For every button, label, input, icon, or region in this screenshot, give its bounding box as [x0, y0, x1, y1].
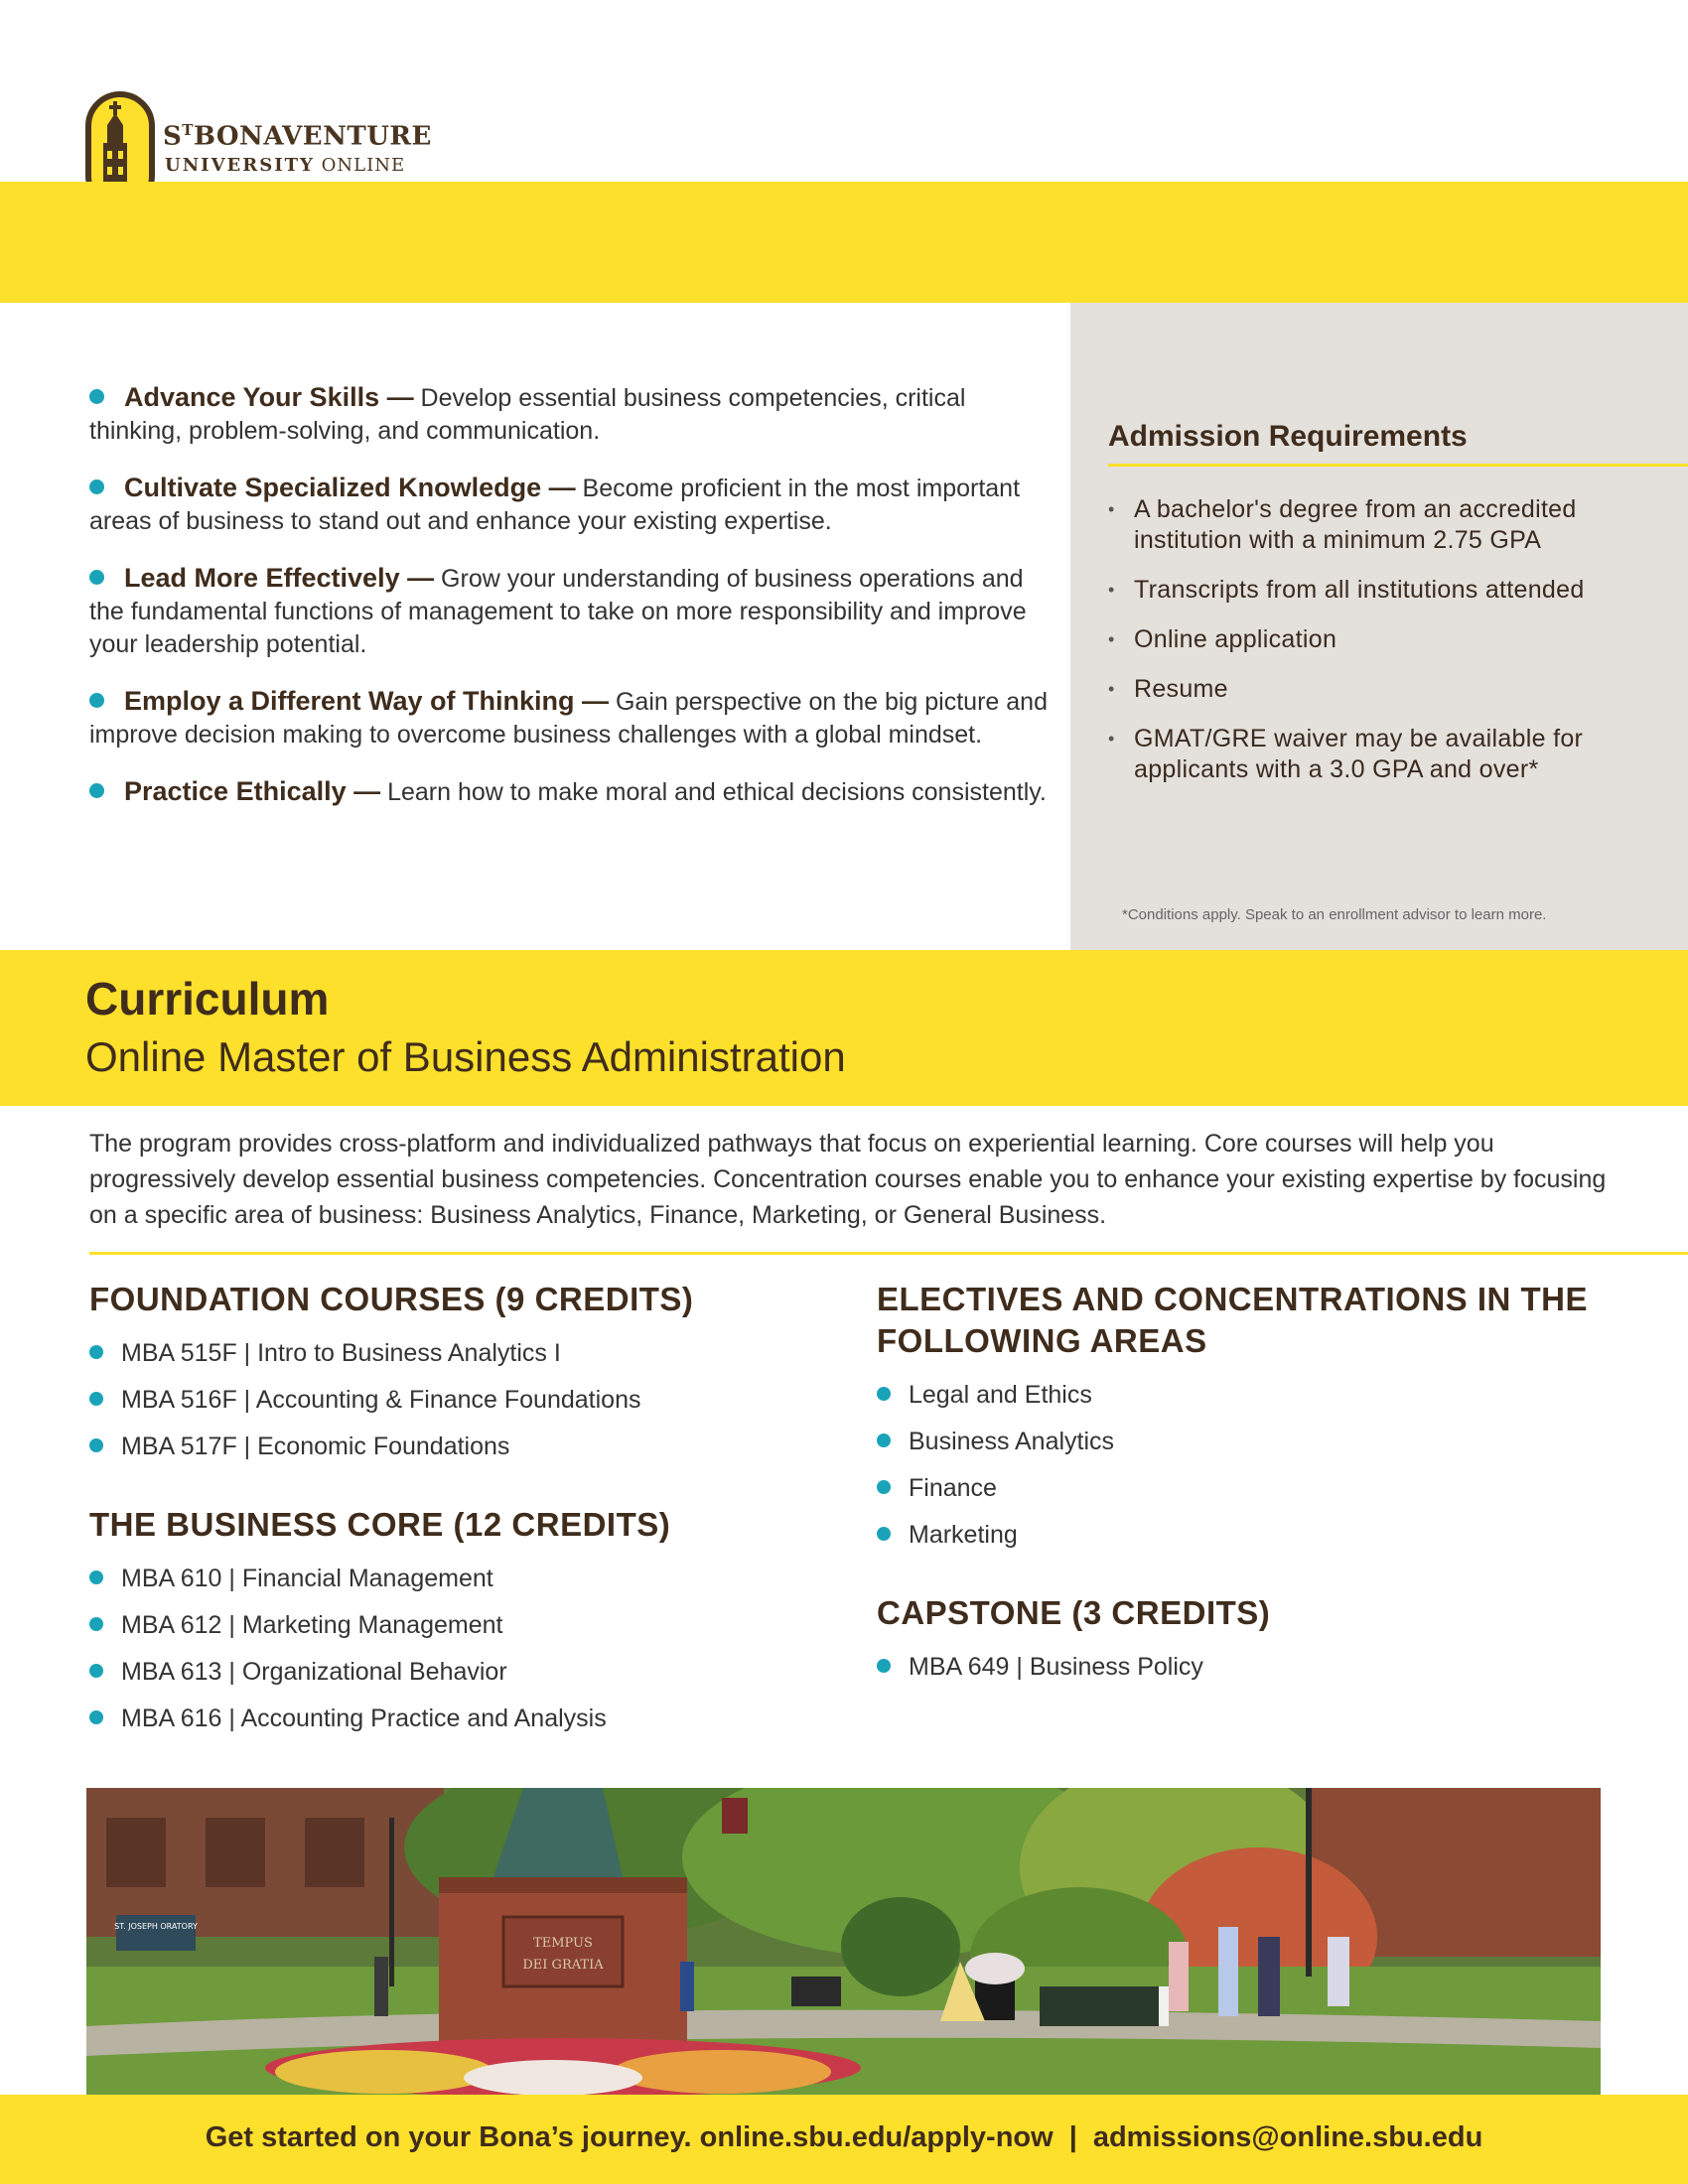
- admission-item: • Transcripts from all institutions attended: [1108, 575, 1664, 606]
- curriculum-intro: The program provides cross-platform and individualized pathways that focus on experiential learning. Core courses will help you progressively develop essential business competencies. Concentration courses enable you to enhance your existing expertise by focusing on a specific area of business: Business Analytics, Finance, Marketing, or General Business.: [89, 1130, 1607, 1229]
- course-item: MBA 649 | Business Policy: [877, 1644, 1612, 1691]
- bullet-icon: [89, 693, 104, 708]
- benefits-list: [89, 381, 1053, 833]
- elective-item: Finance: [877, 1465, 1612, 1512]
- bullet-icon: [877, 1433, 891, 1447]
- footer-band: [0, 2095, 1688, 2184]
- plaque-text: DEI GRATIA: [522, 1958, 604, 1973]
- admission-item: • Online application: [1108, 624, 1664, 655]
- divider: [1108, 464, 1688, 467]
- core-list: [89, 1556, 824, 1742]
- curriculum-subtitle: Online Master of Business Administration: [85, 1033, 846, 1080]
- bullet-icon: [89, 570, 104, 585]
- bullet-icon: [89, 479, 104, 494]
- plaque-text: TEMPUS: [533, 1936, 593, 1951]
- course-item: MBA 613 | Organizational Behavior: [89, 1649, 824, 1696]
- benefit-item: Cultivate Specialized Knowledge — Become proficient in the most important areas of business to stand out and enhance your existing expertise.: [89, 473, 1021, 535]
- course-item: MBA 610 | Financial Management: [89, 1556, 824, 1602]
- bullet-icon: [877, 1659, 891, 1673]
- curriculum-title: Curriculum: [85, 973, 330, 1024]
- elective-item: Legal and Ethics: [877, 1372, 1612, 1419]
- bullet-icon: [877, 1527, 891, 1541]
- admission-item: • GMAT/GRE waiver may be available for applicants with a 3.0 GPA and over*: [1108, 724, 1664, 785]
- bullet-icon: [877, 1387, 891, 1401]
- course-item: MBA 516F | Accounting & Finance Foundations: [89, 1377, 824, 1424]
- campus-photo: [86, 1788, 1601, 2095]
- logo-wordmark: $S^TBONAVENTURE$: [163, 121, 432, 152]
- curriculum-band: [0, 950, 1688, 1106]
- benefit-item: Practice Ethically — Learn how to make moral and ethical decisions consistently.: [89, 775, 1053, 809]
- admission-panel: [1070, 303, 1688, 950]
- electives-heading: ELECTIVES AND CONCENTRATIONS IN THE FOLLOWING AREAS: [877, 1281, 1589, 1359]
- bullet-icon: [89, 1392, 103, 1406]
- bullet-icon: [89, 1570, 103, 1584]
- bullet-icon: [89, 1710, 103, 1724]
- footer-cta: [0, 2121, 1688, 2154]
- course-item: MBA 515F | Intro to Business Analytics I: [89, 1330, 824, 1377]
- admission-item: • A bachelor's degree from an accredited institution with a minimum 2.75 GPA: [1108, 494, 1664, 556]
- bullet-icon: [89, 389, 104, 404]
- foundation-list: [89, 1330, 824, 1470]
- courses-left-column: [89, 1279, 824, 1776]
- course-item: MBA 517F | Economic Foundations: [89, 1424, 824, 1470]
- sign-text: ST. JOSEPH ORATORY: [114, 1922, 198, 1931]
- apply-link[interactable]: Get started on your Bona’s journey. online.sbu.edu/apply-now: [205, 2121, 1054, 2153]
- admission-item: • Resume: [1108, 674, 1664, 705]
- course-item: MBA 612 | Marketing Management: [89, 1602, 824, 1649]
- benefit-item: Lead More Effectively — Grow your understanding of business operations and the fundamental functions of management to take on more responsibility and improve your leadership potential.: [89, 563, 1027, 658]
- capstone-list: [877, 1644, 1612, 1691]
- benefit-item: Employ a Different Way of Thinking — Gain perspective on the big picture and improve decision making to overcome business challenges with a global mindset.: [89, 686, 1048, 749]
- courses-right-column: [877, 1279, 1612, 1724]
- bullet-icon: [89, 1617, 103, 1631]
- header-band: [0, 182, 1688, 303]
- logo-subline: UNIVERSITY ONLINE: [165, 155, 406, 176]
- bullet-icon: [89, 1345, 103, 1359]
- email-link[interactable]: admissions@online.sbu.edu: [1092, 2121, 1483, 2153]
- divider: [89, 1252, 1688, 1255]
- foundation-heading: FOUNDATION COURSES (9 CREDITS): [89, 1281, 694, 1317]
- admission-title: Admission Requirements: [1108, 420, 1468, 453]
- elective-item: Marketing: [877, 1512, 1612, 1559]
- bullet-icon: [89, 783, 104, 798]
- bullet-icon: [877, 1480, 891, 1494]
- admission-footnote: *Conditions apply. Speak to an enrollment advisor to learn more.: [1122, 906, 1547, 923]
- capstone-heading: CAPSTONE (3 CREDITS): [877, 1594, 1271, 1631]
- bullet-icon: [89, 1664, 103, 1678]
- bullet-icon: [89, 1438, 103, 1452]
- core-heading: THE BUSINESS CORE (12 CREDITS): [89, 1506, 671, 1543]
- campus-scene-illustration: [86, 1788, 1601, 2095]
- elective-item: Business Analytics: [877, 1419, 1612, 1465]
- electives-list: [877, 1372, 1612, 1559]
- admission-list: [1108, 494, 1664, 804]
- course-item: MBA 616 | Accounting Practice and Analysis: [89, 1696, 824, 1742]
- footer-separator: |: [1068, 2121, 1077, 2153]
- benefit-item: Advance Your Skills — Develop essential business competencies, critical thinking, problem-solving, and communication.: [89, 382, 966, 445]
